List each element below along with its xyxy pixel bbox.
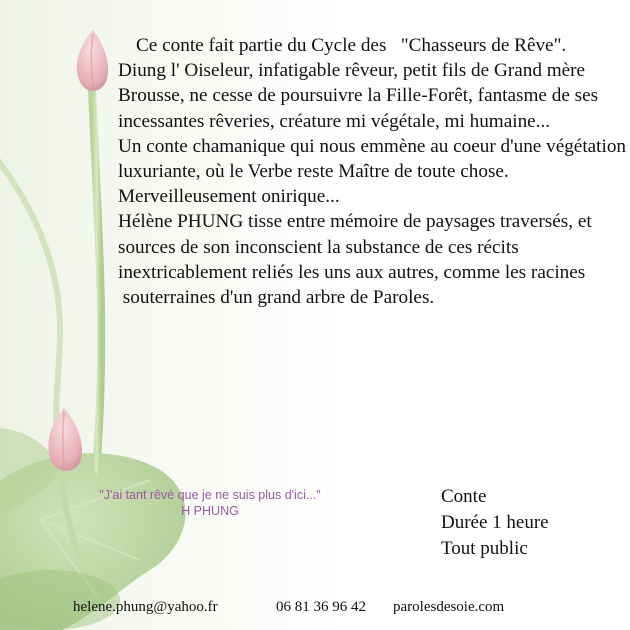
quote-author: H PHUNG [181, 504, 239, 518]
story-description [118, 33, 628, 310]
author-quote [60, 487, 360, 519]
duration-label: Durée 1 heure [441, 512, 549, 533]
genre-label: Conte [441, 486, 487, 507]
theme-paragraph: Un conte chamanique qui nous emmène au coeur d'une végétation luxuriante, où le Verbe reste Maître de toute chose. [118, 135, 627, 183]
show-info [441, 484, 549, 562]
tagline-paragraph: Merveilleusement onirique... [118, 186, 340, 208]
author-paragraph: Hélène PHUNG tisse entre mémoire de paysages traversés, et sources de son inconscient la substance de ces récits inextricablement reliés les uns aux autres, comme les racines souterraines d'un grand arbre de Paroles. [118, 211, 592, 309]
website-link[interactable]: parolesdesoie.com [393, 599, 505, 615]
intro-paragraph: Ce conte fait partie du Cycle des "Chasseurs de Rêve". [136, 35, 567, 56]
audience-label: Tout public [441, 538, 528, 559]
quote-text: "J'ai tant rêvé que je ne suis plus d'ici..." [99, 488, 321, 502]
synopsis-paragraph: Diung l' Oiseleur, infatigable rêveur, petit fils de Grand mère Brousse, ne cesse de poursuivre la Fille-Forêt, fantasme de ses incessantes rêveries, créature mi végétale, mi humaine... [118, 60, 599, 132]
email-link[interactable]: helene.phung@yahoo.fr [73, 599, 218, 615]
phone-number[interactable]: 06 81 36 96 42 [276, 599, 366, 615]
